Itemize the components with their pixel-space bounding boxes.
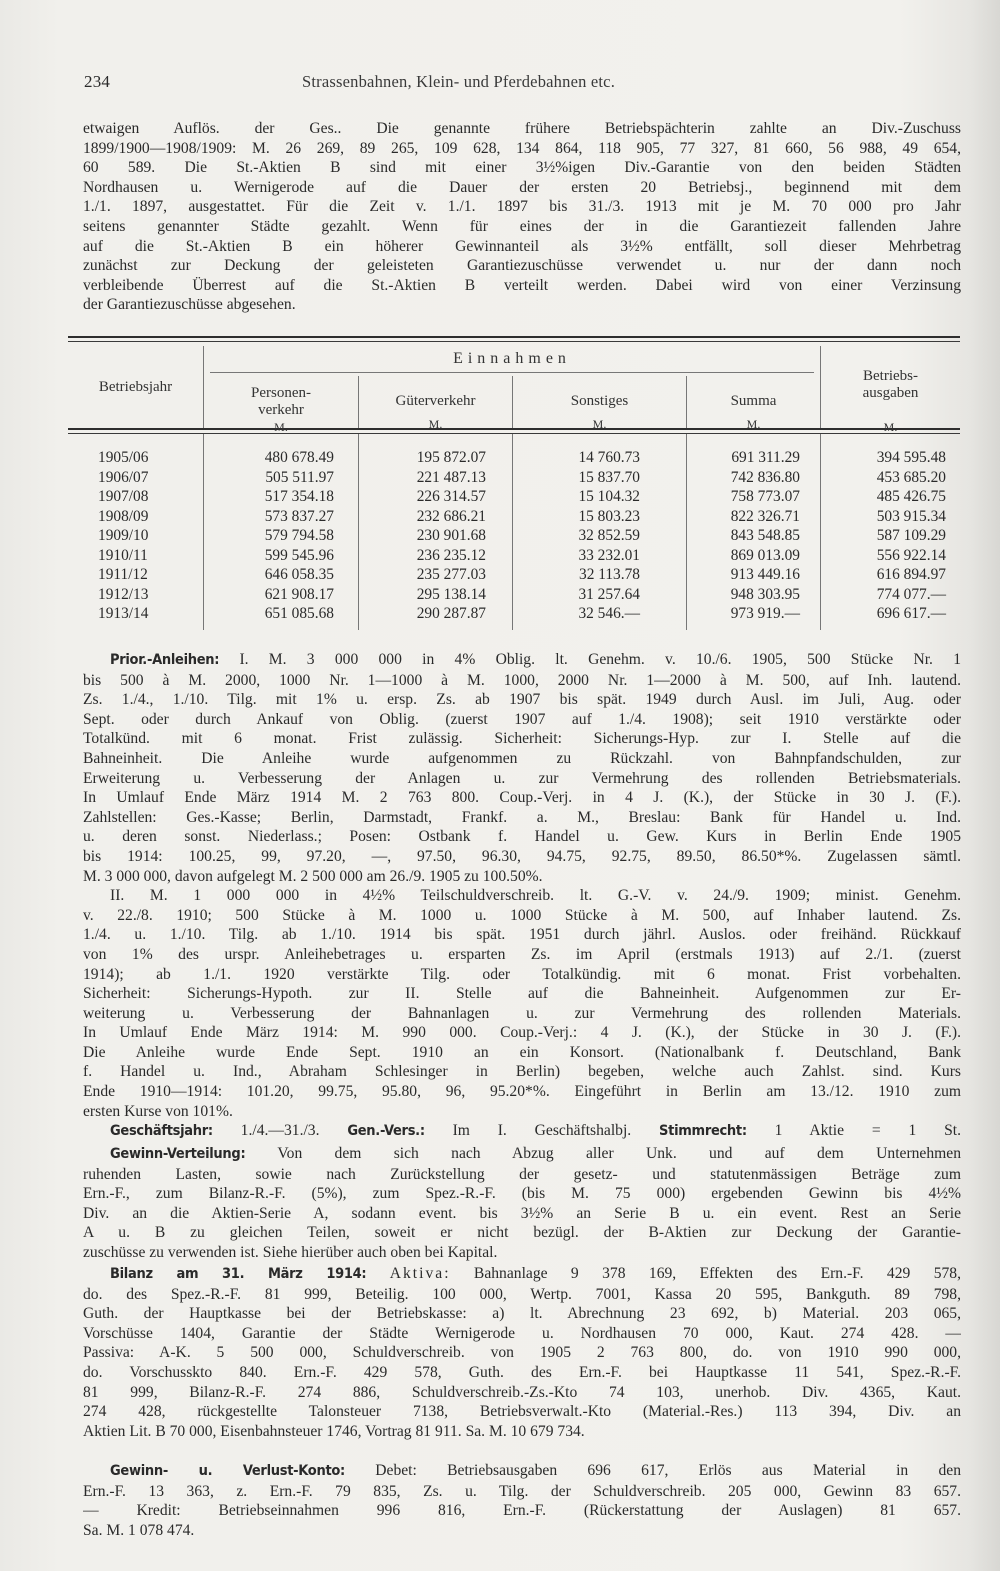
- col-header-gueterverkehr: [359, 393, 512, 433]
- text-line: Ern.-F., zum Bilanz-R.-F. (5%), zum Spez.-R.-F. (bis M. 75 000) ergebenden Gewinn bis 4½%: [83, 1185, 961, 1203]
- cell-personenverkehr: 505 511.97: [265, 468, 334, 486]
- col-unit: M.: [746, 417, 761, 431]
- text-run: 1 Aktie = 1 St.: [746, 1122, 961, 1139]
- table-row: [68, 526, 960, 546]
- label-geschaeftsjahr: Geschäftsjahr:: [110, 1123, 213, 1139]
- cell-personenverkehr: 646 058.35: [264, 566, 334, 583]
- text-line: Sept. oder durch Ankauf von Oblig. (zuerst 1907 auf 1./4. 1908); seit 1910 verstärkte oder: [83, 710, 961, 728]
- cell-personenverkehr: 621 908.17: [264, 585, 334, 603]
- text-line: A u. B zu gleichen Teilen, soweit er nicht bezügl. der B-Aktien zur Deckung der Garantie-: [83, 1224, 961, 1242]
- text-line: Sicherheit: Sicherungs-Hypoth. zur II. Stelle auf die Bahneinheit. Aufgenommen zur Er-: [83, 985, 961, 1003]
- text-line: In Umlauf Ende März 1914: M. 990 000. Coup.-Verj.: 4 J. (K.), der Stücke in 30 J. (F.).: [83, 1024, 961, 1042]
- group-header-rule: [210, 372, 814, 373]
- cell-year: 1908/09: [98, 507, 149, 525]
- cell-sonstiges: 14 760.73: [578, 449, 640, 466]
- text-line: 1914); ab 1./1. 1920 verstärkte Tilg. oder Totalkündig. mit 6 monat. Frist vorbehalten.: [83, 965, 961, 983]
- text-line: auf die St.-Aktien B ein höherer Gewinnanteil als 3½% entfällt, soll dieser Mehrbetrag: [83, 237, 961, 255]
- cell-summa: 822 326.71: [730, 507, 800, 525]
- cell-personenverkehr: 651 085.68: [264, 605, 334, 622]
- text-line: 1./1. 1897, ausgestattet. Für die Zeit v. 1./1. 1897 bis 31./3. 1913 mit je M. 70 000 pro Jahr: [83, 198, 961, 216]
- cell-sonstiges: 33 232.01: [578, 546, 640, 564]
- text-line: etwaigen Auflös. der Ges.. Die genannte frühere Betriebspächterin zahlte an Div.-Zuschuss: [83, 120, 961, 137]
- text-line: 274 428, rückgestellte Talonsteuer 7138, Betriebsverwalt.-Kto (Material.-Res.) 113 394, Div. an: [83, 1403, 961, 1421]
- cell-gueterverkehr: 290 287.87: [416, 605, 486, 622]
- text-line: ersten Kurse von 101%.: [83, 1102, 233, 1120]
- text-run: 1./4.—31./3.: [212, 1122, 348, 1139]
- col-header-sonstiges: [513, 393, 686, 433]
- text-line: [83, 1121, 961, 1142]
- col-header-line: Betriebs-: [863, 368, 918, 384]
- cell-personenverkehr: 579 794.58: [264, 527, 334, 544]
- col-header-line: verkehr: [258, 402, 304, 418]
- group-header-einnahmen: Einnahmen: [453, 350, 571, 367]
- cell-year: 1912/13: [98, 585, 149, 603]
- text-line: ruhenden Lasten, sowie nach Zurückstellung der gesetz- und statutenmässigen Beträge zum: [83, 1165, 961, 1183]
- cell-year: 1913/14: [98, 605, 149, 622]
- section-heading-prior: Prior.-Anleihen:: [110, 652, 220, 668]
- col-unit: M.: [274, 420, 288, 434]
- cell-gueterverkehr: 236 235.12: [416, 546, 486, 564]
- text-run: Debet: Betriebsausgaben 696 617, Erlös aus Material in den: [344, 1462, 961, 1479]
- text-line: von 1% des urspr. Anleihebetrages u. ersparten Zs. im April (erstmals 1913) auf 2./1. (zuerst: [83, 945, 961, 963]
- text-line: Erweiterung u. Verbesserung der Anlagen u. zur Vermehrung des rollenden Betriebsmaterials.: [83, 769, 961, 787]
- cell-personenverkehr: 573 837.27: [264, 507, 334, 525]
- text-line: Ern.-F. 13 363, z. Ern.-F. 79 835, Zs. u. Tilg. der Schuldverschreib. 205 000, Gewinn 83 657.: [83, 1482, 961, 1500]
- cell-sonstiges: 32 113.78: [579, 566, 640, 583]
- text-line: Bahneinheit. Die Anleihe wurde aufgenommen zu Rückzahl. von Bahnpfandschulden, zur: [83, 749, 961, 767]
- col-header-betriebsausgaben: [821, 368, 960, 436]
- text-line: Sa. M. 1 078 474.: [83, 1521, 195, 1539]
- text-line: weiterung u. Verbesserung der Bahnanlagen u. zur Vermehrung des rollenden Materials.: [83, 1004, 961, 1022]
- text-line: zunächst zur Deckung der geleisteten Garantiezuschüsse verwendet u. nur der dann noch: [83, 257, 961, 275]
- text-line: Zs. 1./4., 1./10. Tilg. mit 1% u. ersp. Zs. ab 1907 bis spät. 1949 durch Ausl. im Juli, Aug. oder: [83, 691, 961, 709]
- text-line: do. des Spez.-R.-F. 81 999, Beteilig. 100 000, Wertp. 7001, Kassa 20 595, Bankguth. 89 798,: [83, 1285, 961, 1303]
- cell-summa: 913 449.16: [730, 566, 800, 583]
- label-aktiva: Aktiva:: [389, 1265, 451, 1282]
- prior-anleihen-section: [83, 650, 961, 1121]
- text-line: — Kredit: Betriebseinnahmen 996 816, Ern.-F. (Rückerstattung der Auslagen) 81 657.: [83, 1502, 961, 1520]
- col-header-line: Summa: [730, 393, 777, 409]
- text-line: Vorschüsse 1404, Garantie der Städte Wernigerode u. Nordhausen 70 000, Kaut. 274 428. —: [83, 1324, 961, 1342]
- cell-gueterverkehr: 295 138.14: [416, 585, 486, 603]
- text-line: 1899/1900—1908/1909: M. 26 269, 89 265, 109 628, 134 864, 118 905, 77 327, 81 660, 56 988, 49 654,: [83, 139, 961, 157]
- cell-summa: 742 836.80: [730, 468, 800, 486]
- table-row: [68, 585, 960, 605]
- text-line: Die Anleihe wurde Ende Sept. 1910 an ein Konsort. (Nationalbank f. Deutschland, Bank: [83, 1043, 961, 1061]
- gewinn-verteilung-section: [83, 1144, 961, 1263]
- cell-year: 1906/07: [98, 468, 149, 486]
- text-line: Totalkünd. mit 6 monat. Frist zulässig. Sicherheit: Sicherungs-Hyp. zur I. Stelle auf die: [83, 730, 961, 748]
- cell-betriebsausgaben: 394 595.48: [876, 449, 946, 466]
- intro-paragraph: [83, 119, 961, 315]
- text-line: Zahlstellen: Ges.-Kasse; Berlin, Darmstadt, Frankf. a. M., Breslau: Bank für Handel u. Ind.: [83, 808, 961, 826]
- col-header-line: Personen-: [251, 385, 311, 401]
- cell-betriebsausgaben: 696 617.—: [876, 605, 946, 622]
- text-line: v. 22./8. 1910; 500 Stücke à M. 1000 u. 1000 Stücke à M. 500, auf Inhaber lautend. Zs.: [83, 906, 961, 924]
- text-line: Ende 1910—1914: 101.20, 99.75, 95.80, 96, 95.20*%. Eingeführt in Berlin am 13./12. 1910 zum: [83, 1083, 961, 1101]
- cell-summa: 691 311.29: [731, 449, 800, 466]
- table-row: [68, 565, 960, 585]
- cell-gueterverkehr: 232 686.21: [416, 507, 486, 525]
- cell-gueterverkehr: 226 314.57: [416, 488, 486, 505]
- text-line: [83, 1461, 961, 1482]
- cell-betriebsausgaben: 453 685.20: [876, 468, 946, 486]
- cell-summa: 869 013.09: [730, 546, 800, 564]
- text-line: der Garantiezuschüsse abgesehen.: [83, 296, 296, 314]
- section-heading-bilanz: Bilanz am 31. März 1914:: [110, 1266, 367, 1282]
- cell-gueterverkehr: 235 277.03: [416, 566, 486, 583]
- col-unit: M.: [883, 420, 898, 434]
- cell-betriebsausgaben: 616 894.97: [876, 566, 946, 583]
- cell-summa: 843 548.85: [730, 527, 800, 544]
- text-line: seitens genannter Städte gezahlt. Wenn für eines der in die Garantiezeit fallenden Jahre: [83, 217, 961, 235]
- col-unit: M.: [428, 417, 443, 431]
- text-line: 81 999, Bilanz-R.-F. 274 886, Schuldverschreib.-Zs.-Kto 74 103, unerhob. Div. 4365, Kaut.: [83, 1383, 961, 1401]
- table-row: [68, 468, 960, 488]
- col-header-summa: [687, 393, 820, 433]
- running-title: Strassenbahnen, Klein- und Pferdebahnen etc.: [302, 72, 616, 91]
- bilanz-section: [83, 1264, 961, 1441]
- cell-betriebsausgaben: 556 922.14: [876, 546, 946, 564]
- cell-year: 1911/12: [98, 566, 148, 583]
- cell-year: 1909/10: [98, 527, 149, 544]
- section-heading-guv: Gewinn- u. Verlust-Konto:: [110, 1463, 345, 1479]
- cell-sonstiges: 15 803.23: [578, 507, 640, 525]
- col-header-line: ausgaben: [862, 385, 919, 401]
- table-row: [68, 604, 960, 624]
- cell-year: 1905/06: [98, 449, 149, 466]
- text-run: Von dem sich nach Abzug aller Unk. und auf dem Unternehmen: [245, 1145, 961, 1162]
- text-run: Im I. Geschäftshalbj.: [424, 1122, 660, 1139]
- table-row: [68, 487, 960, 507]
- text-line: Guth. der Hauptkasse bei der Betriebskasse: a) lt. Abrechnung 23 692, b) Material. 203 065,: [83, 1305, 961, 1323]
- cell-summa: 948 303.95: [730, 585, 800, 603]
- cell-personenverkehr: 517 354.18: [264, 488, 334, 505]
- geschaeftsjahr-section: [83, 1121, 961, 1142]
- running-head: [84, 72, 774, 96]
- cell-betriebsausgaben: 485 426.75: [876, 488, 946, 505]
- text-line: M. 3 000 000, davon aufgelegt M. 2 500 000 am 26./9. 1905 zu 100.50%.: [83, 867, 543, 885]
- text-line: Nordhausen u. Wernigerode auf die Dauer der ersten 20 Betriebsj., beginnend mit dem: [83, 178, 961, 196]
- cell-gueterverkehr: 230 901.68: [416, 527, 486, 544]
- cell-personenverkehr: 599 545.96: [264, 546, 334, 564]
- guv-section: [83, 1461, 961, 1540]
- table-row: [68, 448, 960, 468]
- text-line: In Umlauf Ende März 1914 M. 2 763 800. Coup.-Verj. in 4 J. (K.), der Stücke in 30 J. (F.).: [83, 789, 961, 807]
- col-header-betriebsjahr: Betriebsjahr: [98, 379, 173, 395]
- text-line: [83, 1144, 961, 1165]
- cell-summa: 973 919.—: [730, 605, 800, 622]
- text-line: bis 500 à M. 2000, 1000 Nr. 1—1000 à M. 1000, 2000 Nr. 1—2000 à M. 500, auf Inh. lautend.: [83, 671, 961, 689]
- cell-sonstiges: 32 852.59: [578, 527, 640, 544]
- cell-personenverkehr: 480 678.49: [264, 449, 334, 466]
- table-header: [68, 342, 960, 434]
- cell-gueterverkehr: 195 872.07: [416, 449, 486, 466]
- text-run: I. M. 3 000 000 in 4% Oblig. lt. Genehm. v. 10./6. 1905, 500 Stücke Nr. 1: [219, 651, 961, 668]
- table-body: [68, 434, 960, 630]
- cell-betriebsausgaben: 503 915.34: [876, 507, 946, 525]
- label-gen-vers: Gen.-Vers.:: [347, 1123, 425, 1139]
- table-row: [68, 546, 960, 566]
- cell-sonstiges: 31 257.64: [578, 585, 640, 603]
- text-line: f. Handel u. Ind., Abraham Schlesinger in Berlin) begeben, welche auch Zahlst. sind. Kurs: [83, 1063, 961, 1081]
- text-line: verbleibende Überrest auf die St.-Aktien B verteilt werden. Dabei wird von einer Verzinsung: [83, 276, 961, 294]
- text-line: [83, 1264, 961, 1285]
- text-line: zuschüsse zu verwenden ist. Siehe hierüber auch oben bei Kapital.: [83, 1243, 498, 1261]
- cell-betriebsausgaben: 774 077.—: [876, 585, 946, 603]
- cell-sonstiges: 32 546.—: [578, 605, 640, 622]
- cell-gueterverkehr: 221 487.13: [416, 468, 486, 486]
- cell-sonstiges: 15 837.70: [578, 468, 640, 486]
- cell-year: 1907/08: [98, 488, 149, 505]
- text-line: Passiva: A-K. 5 500 000, Schuldverschreib. von 1905 2 763 800, do. von 1910 990 000,: [83, 1344, 961, 1362]
- label-stimmrecht: Stimmrecht:: [659, 1123, 747, 1139]
- cell-year: 1910/11: [98, 546, 148, 564]
- text-line: bis 1914: 100.25, 99, 97.20, —, 97.50, 96.30, 94.75, 92.75, 89.50, 86.50*%. Zugelassen sämtl.: [83, 847, 961, 865]
- table-row: [68, 507, 960, 527]
- col-header-line: Güterverkehr: [395, 393, 476, 409]
- col-header-line: Sonstiges: [570, 393, 629, 409]
- text-line: II. M. 1 000 000 in 4½% Teilschuldverschreib. lt. G.-V. v. 24./9. 1909; minist. Genehm.: [110, 887, 961, 905]
- text-line: 1./4. u. 1./10. Tilg. ab 1./10. 1914 bis spät. 1951 durch jährl. Auslos. oder freihänd. Rückkauf: [83, 926, 961, 944]
- cell-sonstiges: 15 104.32: [578, 488, 640, 505]
- text-line: [83, 650, 961, 671]
- col-header-personenverkehr: [204, 385, 358, 436]
- text-line: 60 589. Die St.-Aktien B sind mit einer 3½%igen Div.-Garantie von den beiden Städten: [83, 159, 961, 177]
- cell-betriebsausgaben: 587 109.29: [876, 527, 946, 544]
- revenue-table: [68, 336, 960, 630]
- text-line: do. Vorschusskto 840. Ern.-F. 429 578, Guth. des Ern.-F. bei Hauptkasse 11 541, Spez.-R.-F.: [83, 1363, 961, 1381]
- text-line: Aktien Lit. B 70 000, Eisenbahnsteuer 1746, Vortrag 81 911. Sa. M. 10 679 734.: [83, 1422, 585, 1440]
- section-heading-gewinn-verteilung: Gewinn-Verteilung:: [110, 1146, 246, 1162]
- text-line: Div. an die Aktien-Serie A, sodann event. bis 3½% an Serie B u. ein event. Rest an Serie: [83, 1204, 961, 1222]
- page-number: 234: [84, 72, 111, 91]
- text-run: Bahnanlage 9 378 169, Effekten des Ern.-F. 429 578,: [450, 1265, 961, 1282]
- cell-summa: 758 773.07: [730, 488, 800, 505]
- text-line: u. deren sonst. Niederlass.; Posen: Ostbank f. Handel u. Gew. Kurs in Berlin Ende 1905: [83, 828, 961, 846]
- col-unit: M.: [592, 417, 607, 431]
